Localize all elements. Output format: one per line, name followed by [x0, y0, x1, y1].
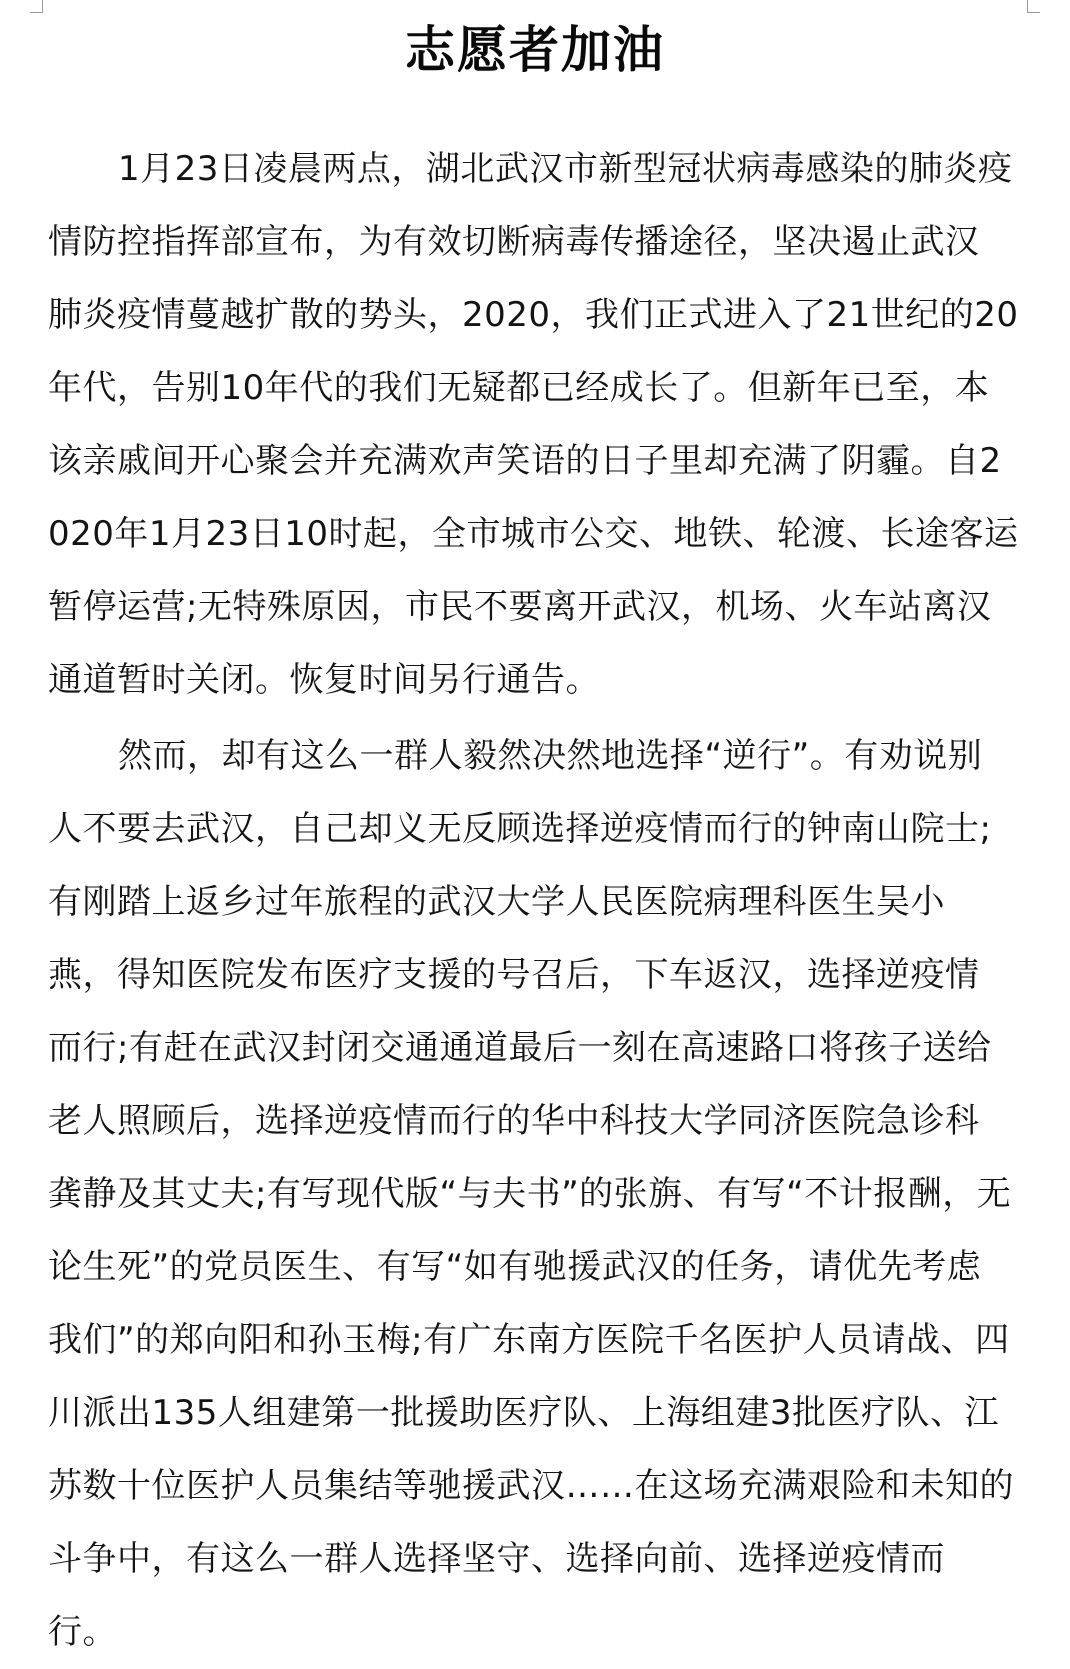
paragraph-line: 苏数十位医护人员集结等驰援武汉……在这场充满艰险和未知的 — [48, 1466, 1014, 1506]
paragraph-line: 020年1月23日10时起，全市城市公交、地铁、轮渡、长途客运 — [48, 514, 1019, 554]
paragraph-line: 人不要去武汉，自己却义无反顾选择逆疫情而行的钟南山院士; — [48, 809, 992, 849]
paragraph-line: 论生死”的党员医生、有写“如有驰援武汉的任务，请优先考虑 — [48, 1247, 982, 1287]
paragraph-line: 有刚踏上返乡过年旅程的武汉大学人民医院病理科医生吴小 — [48, 882, 945, 922]
paragraph-line: 1月23日凌晨两点，湖北武汉市新型冠状病毒感染的肺炎疫 — [118, 149, 1013, 189]
paragraph-line: 龚静及其丈夫;有写现代版“与夫书”的张旃、有写“不计报酬，无 — [48, 1174, 1012, 1214]
document-body — [48, 133, 1038, 1669]
paragraph-2 — [48, 720, 1038, 1669]
paragraph-line: 行。 — [48, 1612, 117, 1652]
paragraph-line: 年代，告别10年代的我们无疑都已经成长了。但新年已至，本 — [48, 368, 990, 408]
paragraph-line: 通道暂时关闭。恢复时间另行通告。 — [48, 660, 600, 700]
paragraph-line: 老人照顾后，选择逆疫情而行的华中科技大学同济医院急诊科 — [48, 1101, 980, 1141]
paragraph-line: 川派出135人组建第一批援助医疗队、上海组建3批医疗队、江 — [48, 1393, 1000, 1433]
paragraph-line: 我们”的郑向阳和孙玉梅;有广东南方医院千名医护人员请战、四 — [48, 1320, 1010, 1360]
paragraph-line: 然而，却有这么一群人毅然决然地选择“逆行”。有劝说别 — [118, 736, 983, 776]
paragraph-line: 肺炎疫情蔓越扩散的势头，2020，我们正式进入了21世纪的20 — [48, 295, 1019, 335]
paragraph-line: 该亲戚间开心聚会并充满欢声笑语的日子里却充满了阴霾。自2 — [48, 441, 1002, 481]
paragraph-line: 情防控指挥部宣布，为有效切断病毒传播途径，坚决遏止武汉 — [48, 222, 980, 262]
paragraph-line: 斗争中，有这么一群人选择坚守、选择向前、选择逆疫情而 — [48, 1539, 945, 1579]
paragraph-line: 燕，得知医院发布医疗支援的号召后，下车返汉，选择逆疫情 — [48, 955, 980, 995]
paragraph-line: 而行;有赶在武汉封闭交通通道最后一刻在高速路口将孩子送给 — [48, 1028, 992, 1068]
paragraph-line: 暂停运营;无特殊原因，市民不要离开武汉，机场、火车站离汉 — [48, 587, 992, 627]
document-title: 志愿者加油 — [405, 21, 665, 79]
paragraph-1 — [48, 133, 1038, 717]
